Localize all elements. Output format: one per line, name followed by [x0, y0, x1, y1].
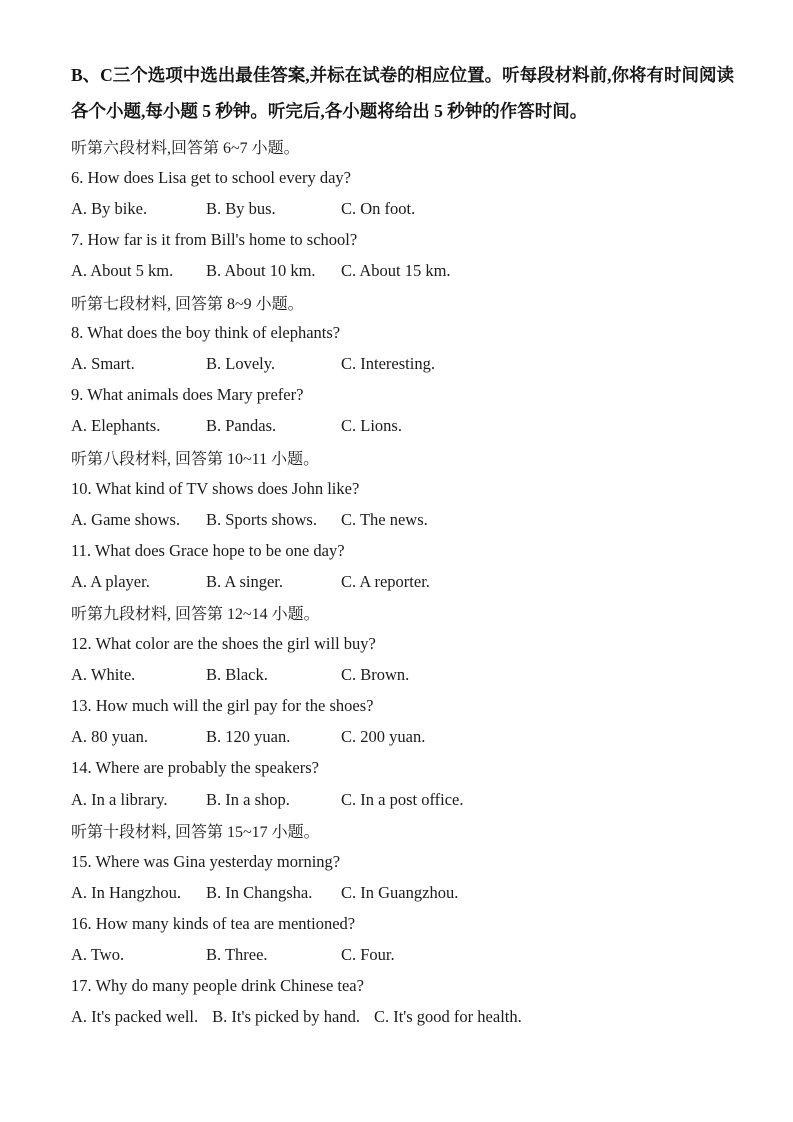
question-16: 16. How many kinds of tea are mentioned? [71, 913, 356, 933]
options-row-10 [71, 504, 745, 535]
question-10: 10. What kind of TV shows does John like? [71, 478, 360, 498]
option-15-a: A. In Hangzhou. [71, 882, 181, 902]
question-8: 8. What does the boy think of elephants? [71, 323, 341, 343]
question-15: 15. Where was Gina yesterday morning? [71, 851, 341, 871]
option-14-a: A. In a library. [71, 789, 168, 809]
option-11-b: B. A singer. [206, 571, 284, 591]
question-17: 17. Why do many people drink Chinese tea? [71, 976, 364, 996]
option-11-c: C. A reporter. [341, 571, 430, 591]
option-8-a: A. Smart. [71, 354, 135, 374]
section-header-6-7: 听第六段材料,回答第 6~7 小题。 [71, 140, 300, 158]
option-16-b: B. Three. [206, 944, 268, 964]
question-13: 13. How much will the girl pay for the shoes? [71, 696, 374, 716]
listening-instructions: B、C三个选项中选出最佳答案,并标在试卷的相应位置。听每段材料前,你将有时间阅读各个小题,每小题 5 秒钟。听完后,各小题将给出 5 秒钟的作答时间。 [71, 65, 735, 121]
option-9-c: C. Lions. [341, 416, 402, 436]
options-row-9 [71, 411, 745, 442]
option-7-a: A. About 5 km. [71, 260, 174, 280]
question-11: 11. What does Grace hope to be one day? [71, 540, 345, 560]
option-15-c: C. In Guangzhou. [341, 882, 459, 902]
options-row-15 [71, 877, 745, 908]
option-12-a: A. White. [71, 665, 136, 685]
question-7: 7. How far is it from Bill's home to school? [71, 229, 358, 249]
option-8-b: B. Lovely. [206, 354, 276, 374]
option-16-a: A. Two. [71, 944, 125, 964]
options-row-12 [71, 660, 745, 691]
section-header-15-17: 听第十段材料, 回答第 15~17 小题。 [71, 824, 320, 842]
option-7-b: B. About 10 km. [206, 260, 316, 280]
option-10-a: A. Game shows. [71, 509, 181, 529]
option-6-c: C. On foot. [341, 198, 416, 218]
options-row-11 [71, 566, 745, 597]
option-12-c: C. Brown. [341, 665, 410, 685]
option-12-b: B. Black. [206, 665, 268, 685]
option-13-a: A. 80 yuan. [71, 727, 148, 747]
option-14-b: B. In a shop. [206, 789, 290, 809]
option-9-b: B. Pandas. [206, 416, 277, 436]
section-header-12-14: 听第九段材料, 回答第 12~14 小题。 [71, 606, 320, 624]
option-16-c: C. Four. [341, 944, 395, 964]
option-7-c: C. About 15 km. [341, 260, 451, 280]
options-row-8 [71, 349, 745, 380]
option-17-c: C. It's good for health. [373, 1007, 522, 1027]
options-row-13 [71, 722, 745, 753]
question-9: 9. What animals does Mary prefer? [71, 385, 304, 405]
option-6-b: B. By bus. [206, 198, 276, 218]
option-6-a: A. By bike. [71, 198, 148, 218]
section-header-10-11: 听第八段材料, 回答第 10~11 小题。 [71, 450, 320, 468]
question-14: 14. Where are probably the speakers? [71, 758, 319, 778]
option-13-b: B. 120 yuan. [206, 727, 291, 747]
option-17-b: B. It's picked by hand. [212, 1007, 360, 1027]
option-15-b: B. In Changsha. [206, 882, 313, 902]
option-14-c: C. In a post office. [341, 789, 464, 809]
option-9-a: A. Elephants. [71, 416, 161, 436]
question-6: 6. How does Lisa get to school every day? [71, 167, 351, 187]
option-10-c: C. The news. [341, 509, 428, 529]
option-11-a: A. A player. [71, 571, 150, 591]
options-row-16 [71, 939, 745, 970]
questions-area [71, 131, 745, 1033]
section-header-8-9: 听第七段材料, 回答第 8~9 小题。 [71, 295, 304, 313]
question-12: 12. What color are the shoes the girl will buy? [71, 634, 376, 654]
options-row-6 [71, 193, 745, 224]
options-row-7 [71, 255, 745, 286]
options-row-14 [71, 784, 745, 815]
options-row-17 [71, 1002, 745, 1033]
option-13-c: C. 200 yuan. [341, 727, 426, 747]
option-10-b: B. Sports shows. [206, 509, 317, 529]
option-8-c: C. Interesting. [341, 354, 435, 374]
option-17-a: A. It's packed well. [71, 1007, 199, 1027]
